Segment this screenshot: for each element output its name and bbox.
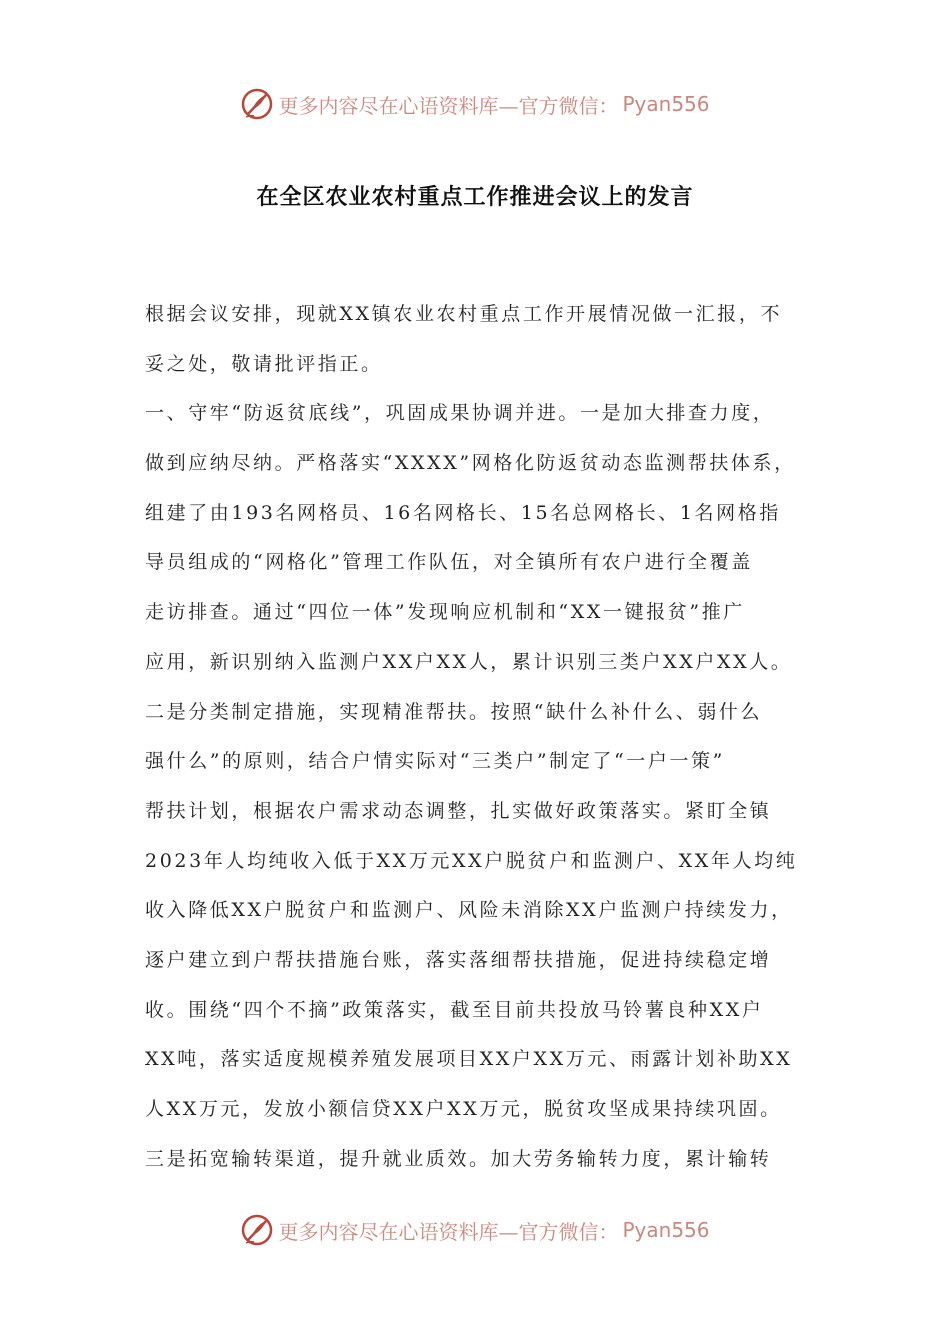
body-line: XX吨，落实适度规模养殖发展项目XX户XX万元、雨露计划补助XX — [145, 1048, 793, 1071]
body-line: 收入降低XX户脱贫户和监测户、风险未消除XX户监测户持续发力， — [145, 899, 793, 922]
body-line: 三是拓宽输转渠道，提升就业质效。加大劳务输转力度，累计输转 — [145, 1147, 772, 1170]
body-line: 做到应纳尽纳。严格落实“XXXX”网格化防返贫动态监测帮扶体系， — [145, 452, 796, 475]
document-title: 在全区农业农村重点工作推进会议上的发言 — [256, 185, 694, 210]
body-line: 一、守牢“防返贫底线”，巩固成果协调并进。一是加大排查力度， — [145, 402, 775, 425]
quill-logo-icon — [240, 87, 274, 121]
banner-wechat-id: Pyan556 — [622, 1218, 710, 1242]
body-line: 逐户建立到户帮扶措施台账，落实落细帮扶措施，促进持续稳定增 — [145, 948, 772, 971]
body-line: 走访排查。通过“四位一体”发现响应机制和“XX一键报贫”推广 — [145, 601, 745, 624]
body-line: 2023年人均纯收入低于XX万元XX户脱贫户和监测户、XX年人均纯 — [145, 849, 798, 872]
body-line: 导员组成的“网格化”管理工作队伍，对全镇所有农户进行全覆盖 — [145, 551, 753, 574]
body-line: 妥之处，敬请批评指正。 — [145, 352, 383, 375]
body-line: 帮扶计划，根据农户需求动态调整，扎实做好政策落实。紧盯全镇 — [145, 799, 772, 822]
body-line: 根据会议安排，现就XX镇农业农村重点工作开展情况做一汇报，不 — [145, 303, 783, 325]
banner-text: 更多内容尽在心语资料库—官方微信： — [278, 1219, 619, 1244]
body-line: 收。围绕“四个不摘”政策落实，截至目前共投放马铃薯良种XX户 — [145, 998, 764, 1021]
body-line: 人XX万元，发放小额信贷XX户XX万元，脱贫攻坚成果持续巩固。 — [145, 1098, 782, 1120]
body-line: 组建了由193名网格员、16名网格长、15名总网格长、1名网格指 — [145, 501, 781, 524]
body-line: 应用，新识别纳入监测户XX户XX人，累计识别三类户XX户XX人。 — [145, 650, 793, 673]
document-body — [145, 290, 825, 1184]
quill-logo-icon — [240, 1213, 274, 1247]
header-watermark-banner — [0, 84, 950, 124]
banner-text: 更多内容尽在心语资料库—官方微信： — [278, 93, 619, 118]
body-line: 二是分类制定措施，实现精准帮扶。按照“缺什么补什么、弱什么 — [145, 700, 763, 723]
body-line: 强什么”的原则，结合户情实际对“三类户”制定了“一户一策” — [145, 750, 725, 773]
footer-watermark-banner — [0, 1210, 950, 1250]
banner-wechat-id: Pyan556 — [622, 92, 710, 116]
